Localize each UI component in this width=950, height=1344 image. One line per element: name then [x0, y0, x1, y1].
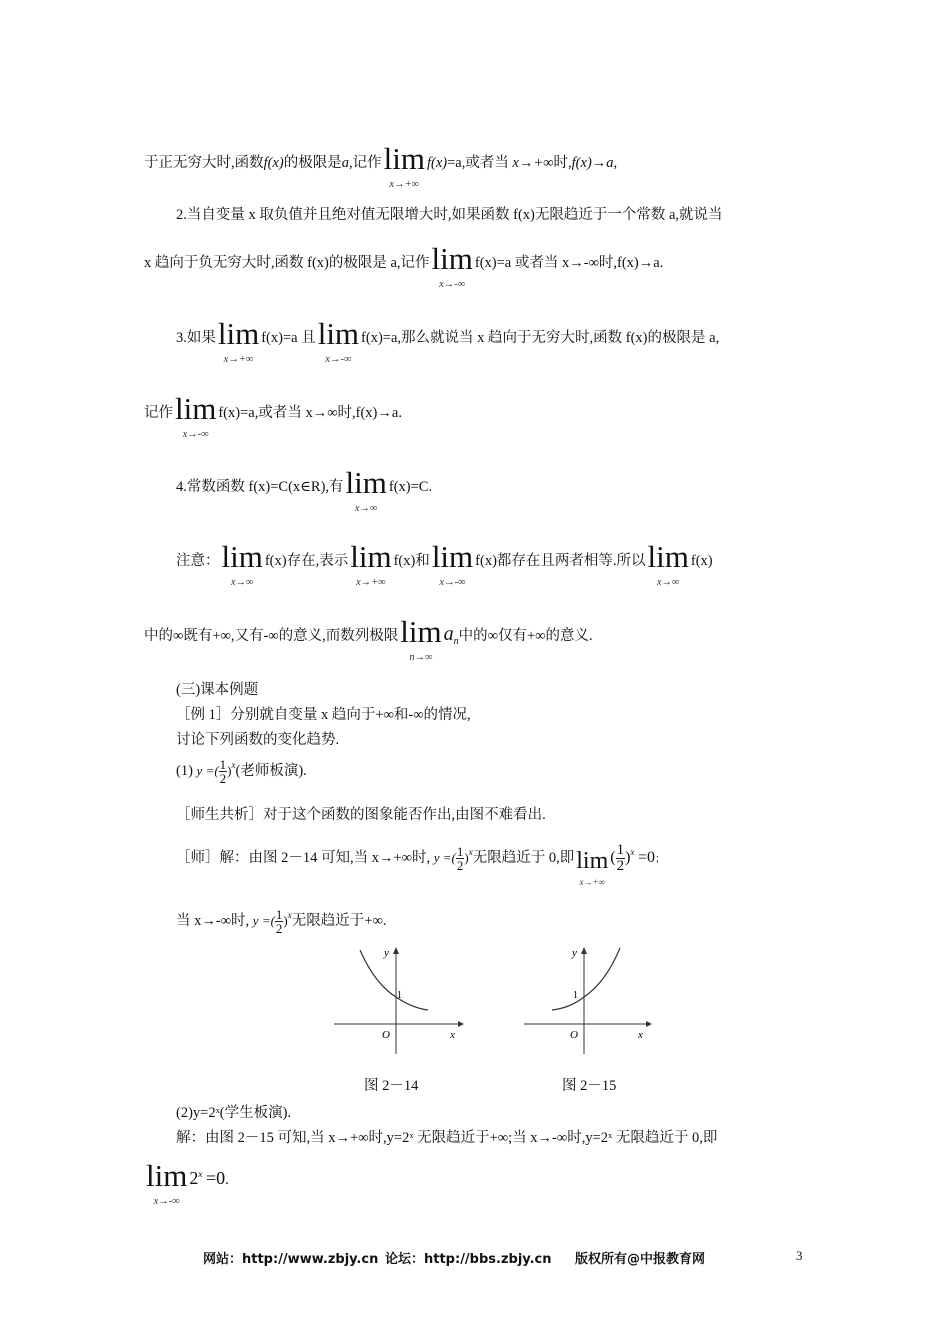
limit-symbol: lim x→-∞ [317, 316, 360, 365]
line-18: lim x→-∞ 2$^x$ =0. [146, 1158, 229, 1207]
y-label: y [572, 947, 577, 959]
line-7: 注意： lim x→∞ f(x)存在,表示 lim x→+∞ f(x)和 lim x→-∞ f(x)都存在且两者相等.所以 lim x→∞ f(x) [176, 539, 713, 588]
limit-symbol: lim x→-∞ [431, 241, 473, 290]
figure-2-14-caption: 图 2－14 [364, 1078, 419, 1094]
y-axis-arrow [393, 947, 399, 954]
line-1: 于正无穷大时,函数f(x)的极限是a,记作 lim x→+∞ f(x)=a,或者当 x→+∞时,f(x)→a, [144, 141, 618, 190]
line-13: ［师生共析］对于这个函数的图象能否作出,由图不难看出. [176, 807, 546, 823]
origin-label: O [570, 1029, 578, 1041]
figure-2-14 [330, 942, 470, 1062]
line-6: 4.常数函数 f(x)=C(x∈R),有 lim x→∞ f(x)=C. [176, 465, 433, 514]
y-label: y [384, 947, 389, 959]
line-5: 记作 lim x→-∞ f(x)=a,或者当 x→∞时,f(x)→a. [144, 391, 402, 440]
limit-symbol: lim x→-∞ [146, 1158, 188, 1207]
limit-symbol: lim x→+∞ [383, 141, 425, 190]
limit-symbol: lim x→+∞ [350, 539, 392, 588]
limit-symbol: lim x→∞ [221, 539, 263, 588]
x-label: x [450, 1029, 455, 1041]
figure-2-15 [520, 942, 660, 1062]
limit-symbol: lim x→+∞ [217, 316, 260, 365]
one-label: 1 [397, 990, 402, 1001]
footer-forum: 论坛：http://bbs.zbjy.cn [385, 1252, 552, 1267]
figure-2-15-caption: 图 2－15 [562, 1078, 617, 1094]
limit-symbol: lim x→+∞ [576, 847, 609, 887]
line-2: 2.当自变量 x 取负值并且绝对值无限增大时,如果函数 f(x)无限趋近于一个常数 a,就说当 [176, 207, 723, 223]
line-15: 当 x→-∞时, y =( $\frac{1}{2}$ )$^x$无限趋近于+∞. [176, 907, 387, 936]
line-16: (2)y=2ˣ(学生板演). [176, 1105, 292, 1121]
limit-symbol: lim n→∞ [400, 614, 442, 663]
line-4: 3.如果 lim x→+∞ f(x)=a 且 lim x→-∞ f(x)=a,那么就说当 x 趋向于无穷大时,函数 f(x)的极限是 a, [176, 316, 720, 365]
y-axis-arrow [581, 947, 587, 954]
example-1: ［例 1］分别就自变量 x 趋向于+∞和-∞的情况, [176, 707, 471, 723]
curve-2-pow-x [552, 948, 620, 1010]
one-label: 1 [573, 990, 578, 1001]
limit-symbol: lim x→-∞ [175, 391, 217, 440]
curve-half-pow-x [360, 950, 428, 1010]
limit-symbol: lim x→∞ [345, 465, 387, 514]
line-14: ［师］解：由图 2－14 可知,当 x→+∞时, y =( $\frac{1}{2}$ )$^x$无限趋近于 0,即 lim x→+∞ ( $\frac{1}{2}$ )$^x$ =0； [176, 842, 666, 887]
example-1-desc: 讨论下列函数的变化趋势. [176, 732, 340, 748]
line-3: x 趋向于负无穷大时,函数 f(x)的极限是 a,记作 lim x→-∞ f(x)=a 或者当 x→-∞时,f(x)→a. [144, 241, 664, 290]
footer-copyright: 版权所有@中报教育网 [575, 1252, 706, 1267]
x-label: x [638, 1029, 643, 1041]
limit-symbol: lim x→-∞ [431, 539, 474, 588]
limit-symbol: lim x→∞ [647, 539, 689, 588]
page-number: 3 [796, 1248, 803, 1263]
x-axis-arrow [646, 1021, 652, 1027]
line-8: 中的∞既有+∞,又有-∞的意义,而数列极限 lim n→∞ $a_n$中的∞仅有+∞的意义. [144, 614, 593, 663]
x-axis-arrow [458, 1021, 464, 1027]
line-17: 解：由图 2－15 可知,当 x→+∞时,y=2ˣ 无限趋近于+∞;当 x→-∞时,y=2ˣ 无限趋近于 0,即 [176, 1130, 718, 1146]
footer-site: 网站：http://www.zbjy.cn [203, 1252, 379, 1267]
line-12: (1) y =( $\frac{1}{2}$ )$^x$(老师板演). [176, 757, 307, 786]
section-title: (三)课本例题 [176, 682, 259, 698]
origin-label: O [382, 1029, 390, 1041]
